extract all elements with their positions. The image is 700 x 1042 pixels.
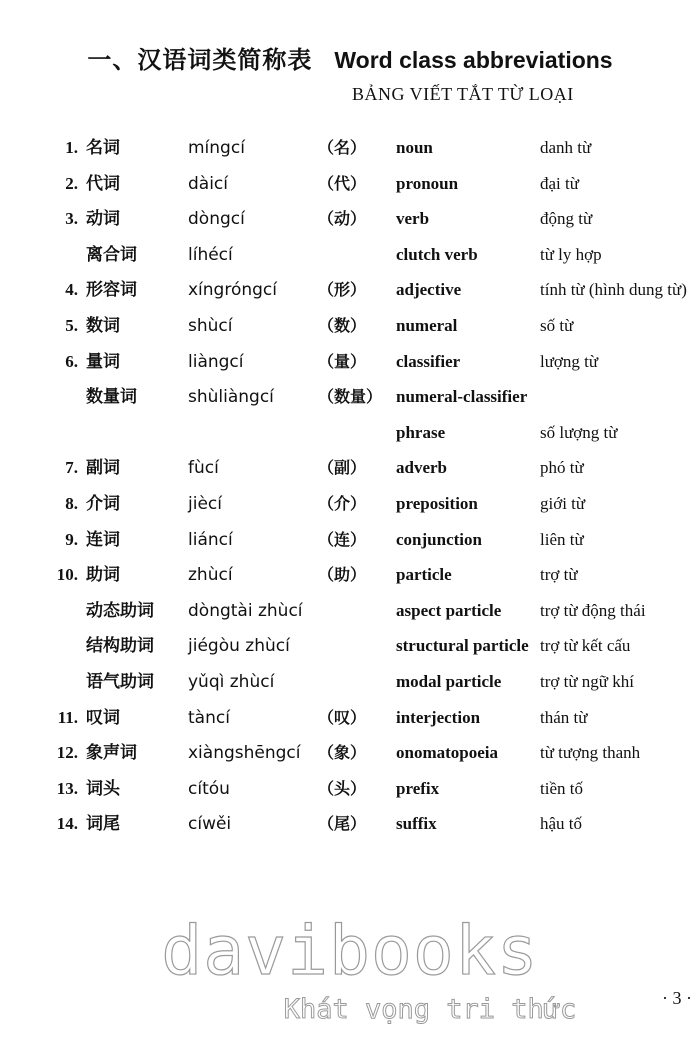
pinyin: dòngcí (188, 209, 245, 230)
chinese-term: 名词 (86, 138, 120, 158)
word-class-table (0, 132, 700, 844)
pinyin: jiégòu zhùcí (188, 636, 290, 657)
english-term: numeral-classifier (396, 387, 528, 407)
row-number: 9. (65, 529, 78, 549)
table-row (0, 274, 700, 310)
abbreviation: （副） (318, 458, 367, 478)
english-term: adverb (396, 458, 447, 478)
row-number: 2. (65, 173, 78, 193)
table-row (0, 737, 700, 773)
vietnamese-term: số lượng từ (540, 422, 618, 442)
pinyin: cítóu (188, 778, 230, 799)
table-row (0, 452, 700, 488)
table-row (0, 666, 700, 702)
title-chinese: 一、汉语词类简称表 (87, 46, 313, 74)
vietnamese-term: từ tượng thanh (540, 743, 641, 763)
pinyin: liáncí (188, 529, 233, 550)
vietnamese-term: tiền tố (540, 778, 583, 798)
table-row (0, 630, 700, 666)
abbreviation: （头） (318, 778, 367, 798)
title-vietnamese: BẢNG VIẾT TẮT TỪ LOẠI (352, 84, 574, 104)
pinyin: zhùcí (188, 565, 233, 586)
row-number: 5. (65, 315, 78, 335)
row-number: 3. (65, 209, 78, 229)
row-number: 6. (65, 351, 78, 371)
english-term: interjection (396, 707, 481, 727)
table-row (0, 132, 700, 168)
abbreviation: （数） (318, 315, 367, 335)
abbreviation: （助） (318, 565, 367, 585)
chinese-term: 离合词 (86, 244, 137, 265)
table-row (0, 381, 700, 417)
vietnamese-term: trợ từ (540, 565, 578, 585)
row-number: 10. (56, 565, 78, 585)
pinyin: liàngcí (188, 351, 244, 372)
vietnamese-term: thán từ (540, 707, 588, 727)
table-row (0, 203, 700, 239)
pinyin: cíwěi (188, 814, 232, 835)
english-term: prefix (396, 778, 440, 798)
row-number: 4. (65, 280, 78, 300)
chinese-term: 助词 (86, 565, 120, 586)
english-term: classifier (396, 351, 461, 371)
vietnamese-term: danh từ (540, 138, 592, 157)
english-term: particle (396, 565, 452, 585)
abbreviation: （数量） (318, 387, 383, 407)
row-number: 14. (56, 814, 78, 834)
pinyin: shùliàngcí (188, 387, 274, 408)
vietnamese-term: phó từ (540, 458, 584, 478)
vietnamese-term: trợ từ ngữ khí (540, 671, 634, 691)
table-row (0, 168, 700, 204)
watermark-slogan: Khát vọng tri thức (283, 994, 577, 1025)
chinese-term: 叹词 (86, 707, 120, 728)
vietnamese-term: động từ (540, 209, 593, 229)
row-number: 11. (57, 707, 78, 727)
vietnamese-term: tính từ (hình dung từ) (540, 280, 687, 300)
pinyin: tàncí (188, 707, 230, 728)
abbreviation: （量） (318, 351, 367, 371)
vietnamese-term: lượng từ (540, 351, 599, 371)
abbreviation: （象） (318, 743, 367, 763)
pinyin: jiècí (188, 493, 222, 514)
abbreviation: （介） (318, 493, 367, 513)
english-term: onomatopoeia (396, 743, 498, 763)
english-term: verb (396, 209, 430, 229)
english-term: numeral (396, 315, 458, 335)
english-term: modal particle (396, 671, 502, 691)
page-title (0, 40, 700, 75)
table-row (0, 346, 700, 382)
watermark-brand: davibooks (161, 912, 539, 991)
row-number: 1. (65, 138, 78, 157)
table-row (0, 417, 700, 453)
english-term: phrase (396, 422, 446, 442)
chinese-term: 语气助词 (86, 671, 154, 692)
table-row (0, 559, 700, 595)
pinyin: xíngróngcí (188, 280, 278, 301)
vietnamese-term: trợ từ động thái (540, 600, 646, 620)
abbreviation: （尾） (318, 814, 367, 834)
table-row (0, 808, 700, 844)
abbreviation: （代） (318, 173, 367, 193)
table-row (0, 524, 700, 560)
table-row (0, 310, 700, 346)
vietnamese-term: đại từ (540, 173, 579, 193)
row-number: 7. (65, 458, 78, 478)
table-row (0, 773, 700, 809)
pinyin: míngcí (188, 138, 245, 158)
table-row (0, 595, 700, 631)
row-number: 12. (56, 743, 78, 763)
vietnamese-term: số từ (540, 315, 574, 335)
chinese-term: 数量词 (86, 387, 137, 408)
vietnamese-term: trợ từ kết cấu (540, 636, 631, 656)
vietnamese-term: liên từ (540, 529, 584, 549)
english-term: preposition (396, 493, 478, 513)
english-term: conjunction (396, 529, 482, 549)
vietnamese-term: giới từ (540, 493, 586, 513)
abbreviation: （名） (318, 138, 367, 157)
english-term: aspect particle (396, 600, 502, 620)
pinyin: yǔqì zhùcí (188, 671, 275, 692)
chinese-term: 介词 (86, 493, 120, 514)
vietnamese-term: hậu tố (540, 814, 583, 834)
english-term: suffix (396, 814, 437, 834)
chinese-term: 形容词 (86, 280, 137, 301)
chinese-term: 象声词 (86, 743, 137, 764)
abbreviation: （连） (318, 529, 367, 549)
english-term: pronoun (396, 173, 459, 193)
pinyin: dòngtài zhùcí (188, 600, 303, 621)
table-row (0, 488, 700, 524)
abbreviation: （形） (318, 280, 367, 300)
chinese-term: 动态助词 (86, 600, 154, 621)
english-term: noun (396, 138, 433, 157)
chinese-term: 副词 (86, 458, 120, 479)
chinese-term: 词头 (86, 778, 120, 799)
pinyin: líhécí (188, 244, 233, 265)
row-number: 8. (65, 493, 78, 513)
chinese-term: 结构助词 (86, 636, 154, 657)
english-term: structural particle (396, 636, 529, 656)
page-number: · 3 · (662, 988, 692, 1008)
english-term: adjective (396, 280, 462, 300)
chinese-term: 量词 (86, 351, 120, 372)
chinese-term: 连词 (86, 529, 120, 550)
abbreviation: （动） (318, 209, 367, 229)
chinese-term: 词尾 (86, 814, 120, 835)
table-row (0, 702, 700, 738)
title-english: Word class abbreviations (334, 47, 613, 73)
chinese-term: 代词 (86, 173, 120, 194)
pinyin: dàicí (188, 173, 229, 194)
row-number: 13. (56, 778, 78, 798)
pinyin: shùcí (188, 315, 233, 336)
pinyin: xiàngshēngcí (188, 743, 301, 764)
chinese-term: 数词 (86, 315, 120, 336)
english-term: clutch verb (396, 244, 478, 264)
vietnamese-term: từ ly hợp (540, 244, 602, 264)
pinyin: fùcí (188, 458, 219, 479)
table-row (0, 239, 700, 275)
abbreviation: （叹） (318, 707, 367, 727)
chinese-term: 动词 (86, 209, 120, 230)
